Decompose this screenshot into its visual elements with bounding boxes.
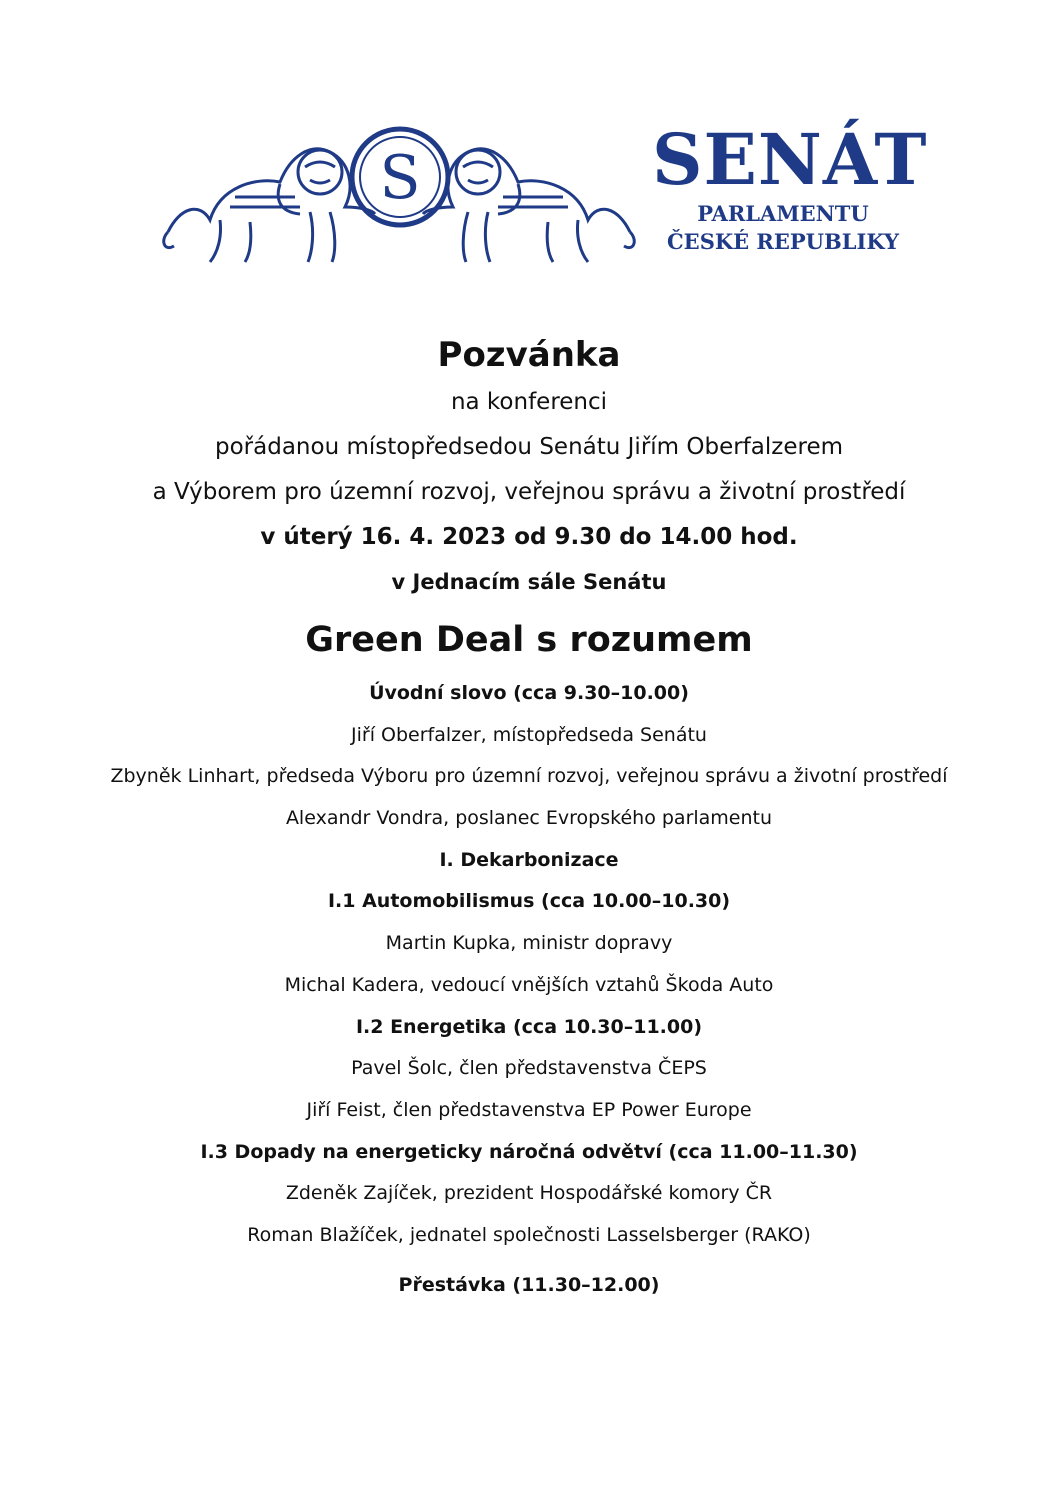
speaker-line: Pavel Šolc, člen představenstva ČEPS: [351, 1057, 707, 1080]
section-1-heading: I.1 Automobilismus (cca 10.00–10.30): [327, 890, 731, 913]
senate-wordmark: [652, 120, 927, 256]
speaker-line: Jiří Oberfalzer, místopředseda Senátu: [351, 723, 707, 746]
invitation-body: [0, 330, 1058, 1306]
speaker-line: Michal Kadera, vedoucí vnějších vztahů Škoda Auto: [284, 973, 774, 996]
intro-line-3: a Výborem pro územní rozvoj, veřejnou správu a životní prostředí: [152, 479, 906, 505]
speaker-line: Alexandr Vondra, poslanec Evropského parlamentu: [285, 807, 773, 830]
brand-name: SENÁT: [652, 118, 928, 201]
left-lion-icon: [164, 149, 375, 262]
part1-heading: I. Dekarbonizace: [439, 848, 619, 871]
brand-subtitle-line2: ČESKÉ REPUBLIKY: [666, 229, 900, 254]
section-2-heading: I.2 Energetika (cca 10.30–11.00): [355, 1015, 703, 1038]
intro-line-1: na konferenci: [450, 389, 608, 415]
speaker-line: Jiří Feist, člen představenstva EP Power Europe: [306, 1098, 752, 1121]
right-lion-icon: [423, 149, 634, 262]
section-3-heading: I.3 Dopady na energeticky náročná odvětví (cca 11.00–11.30): [200, 1140, 858, 1163]
intro-line-2: pořádanou místopředsedou Senátu Jiřím Oberfalzerem: [215, 434, 843, 460]
invitation-title: Pozvánka: [437, 335, 621, 375]
speaker-line: Zbyněk Linhart, předseda Výboru pro územní rozvoj, veřejnou správu a životní prostředí: [110, 765, 948, 788]
conference-title: Green Deal s rozumem: [305, 620, 753, 660]
event-place: v Jednacím sále Senátu: [391, 570, 667, 594]
speaker-line: Martin Kupka, ministr dopravy: [385, 932, 673, 955]
break-heading: Přestávka (11.30–12.00): [398, 1273, 660, 1296]
speaker-line: Roman Blažíček, jednatel společnosti Lasselsberger (RAKO): [247, 1223, 811, 1246]
intro-section-heading: Úvodní slovo (cca 9.30–10.00): [369, 682, 689, 704]
speaker-line: Zdeněk Zajíček, prezident Hospodářské komory ČR: [285, 1182, 773, 1205]
event-date: v úterý 16. 4. 2023 od 9.30 do 14.00 hod.: [260, 524, 798, 550]
logo-letter: S: [379, 143, 421, 213]
brand-subtitle-line1: PARLAMENTU: [697, 201, 869, 226]
spacer: [0, 1257, 1058, 1265]
